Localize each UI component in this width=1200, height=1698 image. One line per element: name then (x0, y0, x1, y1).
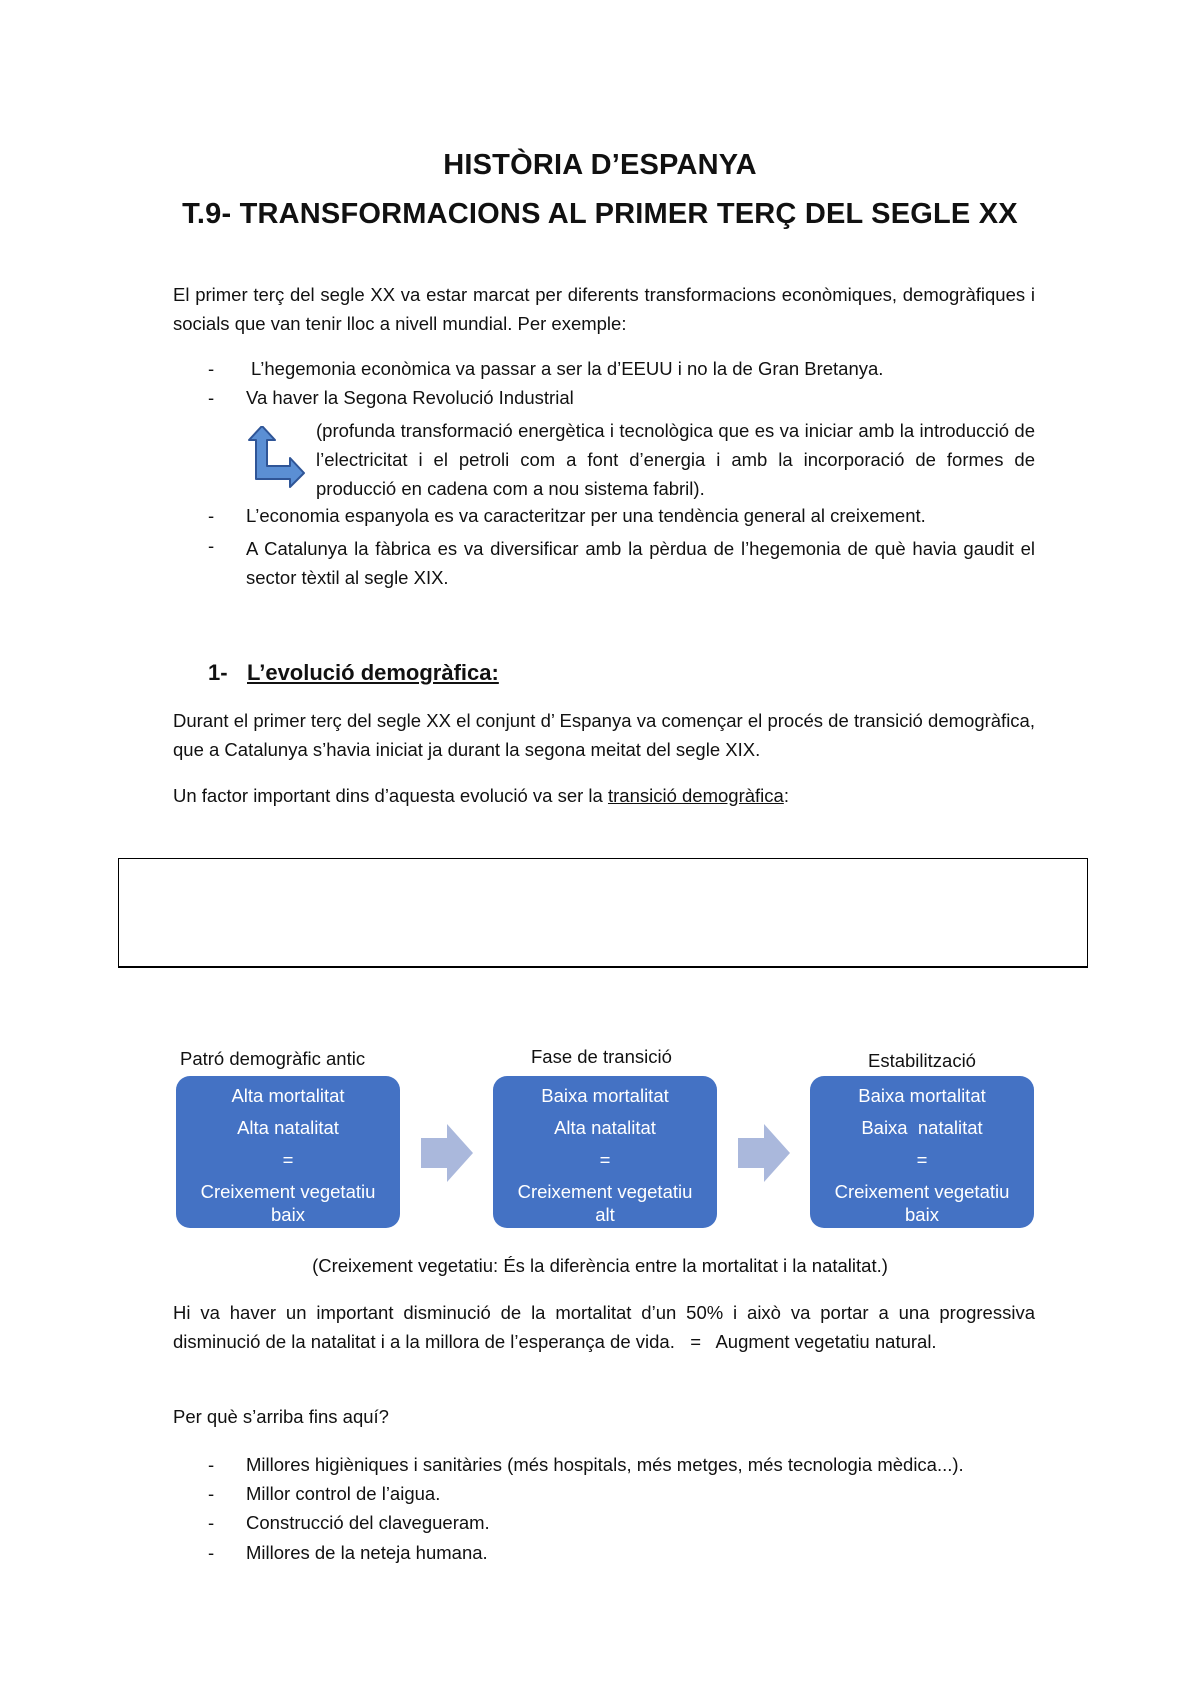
bullet-dash: - (208, 358, 215, 379)
stage-line: Creixement vegetatiu (200, 1181, 376, 1202)
bullet-dash: - (208, 1542, 215, 1563)
stage-line: Baixa mortalitat (858, 1085, 986, 1106)
stage-line: alt (595, 1204, 615, 1225)
underlined-term: transició demogràfica (607, 785, 784, 806)
intro-bullet: A Catalunya la fàbrica es va diversificar amb la pèrdua de l’hegemonia de què havia gaudit el sector tèxtil al segle XIX. (246, 538, 1035, 588)
stage-box-transition (493, 1076, 717, 1228)
stage-label: Estabilització (868, 1050, 976, 1071)
bullet-dash: - (208, 535, 215, 556)
section-paragraph: Durant el primer terç del segle XX el conjunt d’ Espanya va començar el procés de transició demogràfica, que a Catalunya s’havia iniciat ja durant la segona meitat del segle XIX. (173, 710, 1035, 760)
empty-answer-box (118, 858, 1088, 968)
reason-item: Millores higièniques i sanitàries (més hospitals, més metges, més tecnologia mèdica...). (246, 1454, 964, 1475)
stage-line: Creixement vegetatiu (517, 1181, 693, 1202)
stage-box-old-pattern (176, 1076, 400, 1228)
section-number: 1- (208, 660, 228, 685)
stage-box-stabilization (810, 1076, 1034, 1228)
bullet-dash: - (208, 1512, 215, 1533)
document-subtitle: T.9- TRANSFORMACIONS AL PRIMER TERÇ DEL SEGLE XX (182, 198, 1018, 230)
bent-arrow-icon (248, 426, 308, 488)
stage-label: Fase de transició (531, 1046, 672, 1067)
right-arrow-icon (421, 1124, 473, 1182)
reason-item: Construcció del clavegueram. (246, 1512, 490, 1533)
question-line: Per què s’arriba fins aquí? (173, 1406, 389, 1427)
stage-line: = (916, 1149, 928, 1170)
section-heading: L’evolució demogràfica: (247, 660, 499, 685)
paragraph-text: : (783, 785, 789, 806)
bullet-dash: - (208, 1454, 215, 1475)
stage-line: Baixa mortalitat (541, 1085, 669, 1106)
reason-item: Millor control de l’aigua. (246, 1483, 441, 1504)
stage-line: Alta mortalitat (231, 1085, 345, 1106)
stage-line: Baixa natalitat (861, 1117, 983, 1138)
industrial-revolution-note: (profunda transformació energètica i tecnològica que es va iniciar amb la introducció de l’electricitat i el petroli com a font d’energia i amb la incorporació de formes de producció en cadena com a nou sistema fabril). (316, 420, 1035, 499)
intro-paragraph: El primer terç del segle XX va estar marcat per diferents transformacions econòmiques, demogràfiques i socials que van tenir lloc a nivell mundial. Per exemple: (173, 284, 1035, 334)
intro-bullet: Va haver la Segona Revolució Industrial (246, 387, 574, 408)
section-paragraph-2 (173, 785, 789, 807)
mortality-paragraph: Hi va haver un important disminució de la mortalitat d’un 50% i això va portar a una progressiva disminució de la natalitat i a la millora de l’esperança de vida. = Augment vegetatiu natural. (173, 1302, 1041, 1352)
stage-line: = (599, 1149, 611, 1170)
stage-line: Alta natalitat (554, 1117, 656, 1138)
bullet-dash: - (208, 1483, 215, 1504)
stage-line: baix (271, 1204, 305, 1225)
stage-line: baix (905, 1204, 939, 1225)
reason-item: Millores de la neteja humana. (246, 1542, 488, 1563)
right-arrow-icon (738, 1124, 790, 1182)
paragraph-text: Un factor important dins d’aquesta evolució va ser la (173, 785, 608, 806)
document-title: HISTÒRIA D’ESPANYA (443, 149, 757, 181)
intro-bullet: L’hegemonia econòmica va passar a ser la d’EEUU i no la de Gran Bretanya. (251, 358, 884, 379)
stage-line: = (282, 1149, 294, 1170)
intro-bullet: L’economia espanyola es va caracteritzar per una tendència general al creixement. (246, 505, 926, 526)
stage-line: Alta natalitat (237, 1117, 339, 1138)
stage-line: Creixement vegetatiu (834, 1181, 1010, 1202)
stage-label: Patró demogràfic antic (180, 1048, 366, 1069)
definition-note: (Creixement vegetatiu: És la diferència entre la mortalitat i la natalitat.) (312, 1255, 888, 1276)
bullet-dash: - (208, 387, 215, 408)
bullet-dash: - (208, 505, 215, 526)
